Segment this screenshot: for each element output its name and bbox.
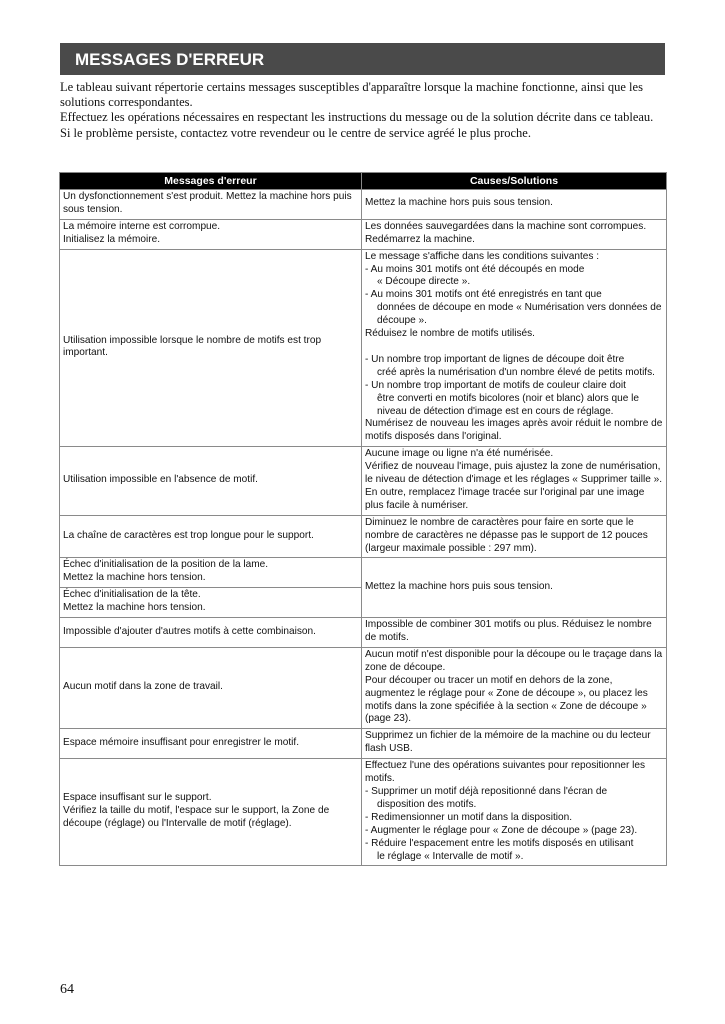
error-message-cell bbox=[60, 219, 362, 249]
solution-bullet: - Un nombre trop important de lignes de découpe doit être bbox=[365, 353, 625, 365]
section-title-bar bbox=[60, 43, 665, 75]
table-row bbox=[60, 647, 667, 728]
solution-line: En outre, remplacez l'image tracée sur l'original par une image plus facile à numériser. bbox=[365, 486, 645, 511]
message-line: Mettez la machine hors tension. bbox=[63, 602, 206, 614]
intro-paragraph: Effectuez les opérations nécessaires en respectant les instructions du message ou de la solution décrite dans ce tableau. bbox=[60, 110, 654, 125]
table-row bbox=[60, 249, 667, 447]
error-message-cell: Aucun motif dans la zone de travail. bbox=[60, 647, 362, 728]
solution-cell: Supprimez un fichier de la mémoire de la machine ou du lecteur flash USB. bbox=[362, 729, 667, 759]
solution-bullet: - Supprimer un motif déjà repositionné dans l'écran de bbox=[365, 785, 608, 797]
solution-bullet-cont: disposition des motifs. bbox=[377, 798, 477, 810]
solution-line: Aucune image ou ligne n'a été numérisée. bbox=[365, 448, 554, 460]
error-message-cell bbox=[60, 588, 362, 618]
message-line: Échec d'initialisation de la position de la lame. bbox=[63, 559, 269, 571]
solution-bullet: - Augmenter le réglage pour « Zone de découpe » (page 23). bbox=[365, 824, 638, 836]
message-line: Vérifiez la taille du motif, l'espace sur le support, la Zone de découpe (réglage) ou l'Intervalle de motif (réglage). bbox=[63, 805, 330, 830]
column-header-messages: Messages d'erreur bbox=[60, 173, 362, 190]
solution-cell bbox=[362, 447, 667, 516]
message-line: Initialisez la mémoire. bbox=[63, 233, 161, 245]
solution-bullet: - Un nombre trop important de motifs de couleur claire doit bbox=[365, 379, 626, 391]
solution-line: Vérifiez de nouveau l'image, puis ajustez la zone de numérisation, le niveau de détection d'image et les réglages « Supprimer taille ». bbox=[365, 461, 663, 486]
error-message-cell: Espace mémoire insuffisant pour enregistrer le motif. bbox=[60, 729, 362, 759]
error-message-cell: Utilisation impossible en l'absence de motif. bbox=[60, 447, 362, 516]
table-header-row bbox=[60, 173, 667, 190]
message-line: Mettez la machine hors tension. bbox=[63, 572, 206, 584]
solution-bullet-cont: données de découpe en mode « Numérisation vers données de découpe ». bbox=[377, 302, 662, 327]
error-messages-table bbox=[59, 172, 667, 866]
solution-bullet: - Réduire l'espacement entre les motifs disposés en utilisant bbox=[365, 837, 634, 849]
solution-cell: Impossible de combiner 301 motifs ou plus. Réduisez le nombre de motifs. bbox=[362, 618, 667, 648]
solution-cell bbox=[362, 249, 667, 447]
message-line: La mémoire interne est corrompue. bbox=[63, 220, 221, 232]
solution-cell: Mettez la machine hors puis sous tension. bbox=[362, 558, 667, 618]
solution-bullet-cont: le réglage « Intervalle de motif ». bbox=[377, 850, 524, 862]
solution-cell: Diminuez le nombre de caractères pour faire en sorte que le nombre de caractères ne dépasse pas le support de 12 pouces (largeur maximale possible : 297 mm). bbox=[362, 515, 667, 558]
solution-bullet-cont: « Découpe directe ». bbox=[377, 276, 471, 288]
solution-bullet-cont: être converti en motifs bicolores (noir et blanc) alors que le niveau de détection d'image est en cours de réglage. bbox=[377, 392, 639, 417]
column-header-solutions: Causes/Solutions bbox=[362, 173, 667, 190]
solution-bullet-cont: créé après la numérisation d'un nombre élevé de petits motifs. bbox=[377, 366, 655, 378]
solution-line: Réduisez le nombre de motifs utilisés. bbox=[365, 328, 535, 340]
solution-line: Aucun motif n'est disponible pour la découpe ou le traçage dans la zone de découpe. bbox=[365, 648, 663, 673]
error-message-cell bbox=[60, 759, 362, 866]
solution-bullet: - Au moins 301 motifs ont été enregistrés en tant que bbox=[365, 289, 602, 301]
table-row bbox=[60, 190, 667, 220]
error-message-cell: Un dysfonctionnement s'est produit. Mettez la machine hors puis sous tension. bbox=[60, 190, 362, 220]
solution-cell: Les données sauvegardées dans la machine sont corrompues. Redémarrez la machine. bbox=[362, 219, 667, 249]
table-row bbox=[60, 447, 667, 516]
solution-line: Le message s'affiche dans les conditions suivantes : bbox=[365, 250, 600, 262]
table-row bbox=[60, 729, 667, 759]
message-line: Espace insuffisant sur le support. bbox=[63, 792, 212, 804]
table-row bbox=[60, 515, 667, 558]
message-line: Échec d'initialisation de la tête. bbox=[63, 589, 201, 601]
intro-paragraph: Le tableau suivant répertorie certains messages susceptibles d'apparaître lorsque la machine fonctionne, ainsi que les solutions correspondantes. bbox=[60, 80, 643, 110]
solution-cell: Mettez la machine hors puis sous tension. bbox=[362, 190, 667, 220]
error-message-cell bbox=[60, 558, 362, 588]
table-row bbox=[60, 618, 667, 648]
solution-bullet: - Redimensionner un motif dans la disposition. bbox=[365, 811, 573, 823]
solution-line: Pour découper ou tracer un motif en dehors de la zone, augmentez le réglage pour « Zone de découpe », ou placez les motifs dans la zone spécifiée à la section « Zone de découpe » (page 23). bbox=[365, 674, 648, 725]
table-row bbox=[60, 219, 667, 249]
error-message-cell: La chaîne de caractères est trop longue pour le support. bbox=[60, 515, 362, 558]
table-row bbox=[60, 558, 667, 588]
solution-cell bbox=[362, 759, 667, 866]
solution-line: Effectuez l'une des opérations suivantes pour repositionner les motifs. bbox=[365, 760, 646, 785]
page-title: MESSAGES D'ERREUR bbox=[75, 50, 265, 69]
intro-text bbox=[60, 80, 665, 141]
table-row bbox=[60, 759, 667, 866]
intro-paragraph: Si le problème persiste, contactez votre revendeur ou le centre de service agréé le plus proche. bbox=[60, 125, 531, 140]
solution-line: Numérisez de nouveau les images après avoir réduit le nombre de motifs disposés dans l'original. bbox=[365, 418, 663, 443]
solution-cell bbox=[362, 647, 667, 728]
page-number: 64 bbox=[60, 982, 74, 997]
blank-line bbox=[365, 341, 663, 354]
error-message-cell: Impossible d'ajouter d'autres motifs à cette combinaison. bbox=[60, 618, 362, 648]
solution-bullet: - Au moins 301 motifs ont été découpés en mode bbox=[365, 263, 585, 275]
error-message-cell: Utilisation impossible lorsque le nombre de motifs est trop important. bbox=[60, 249, 362, 447]
